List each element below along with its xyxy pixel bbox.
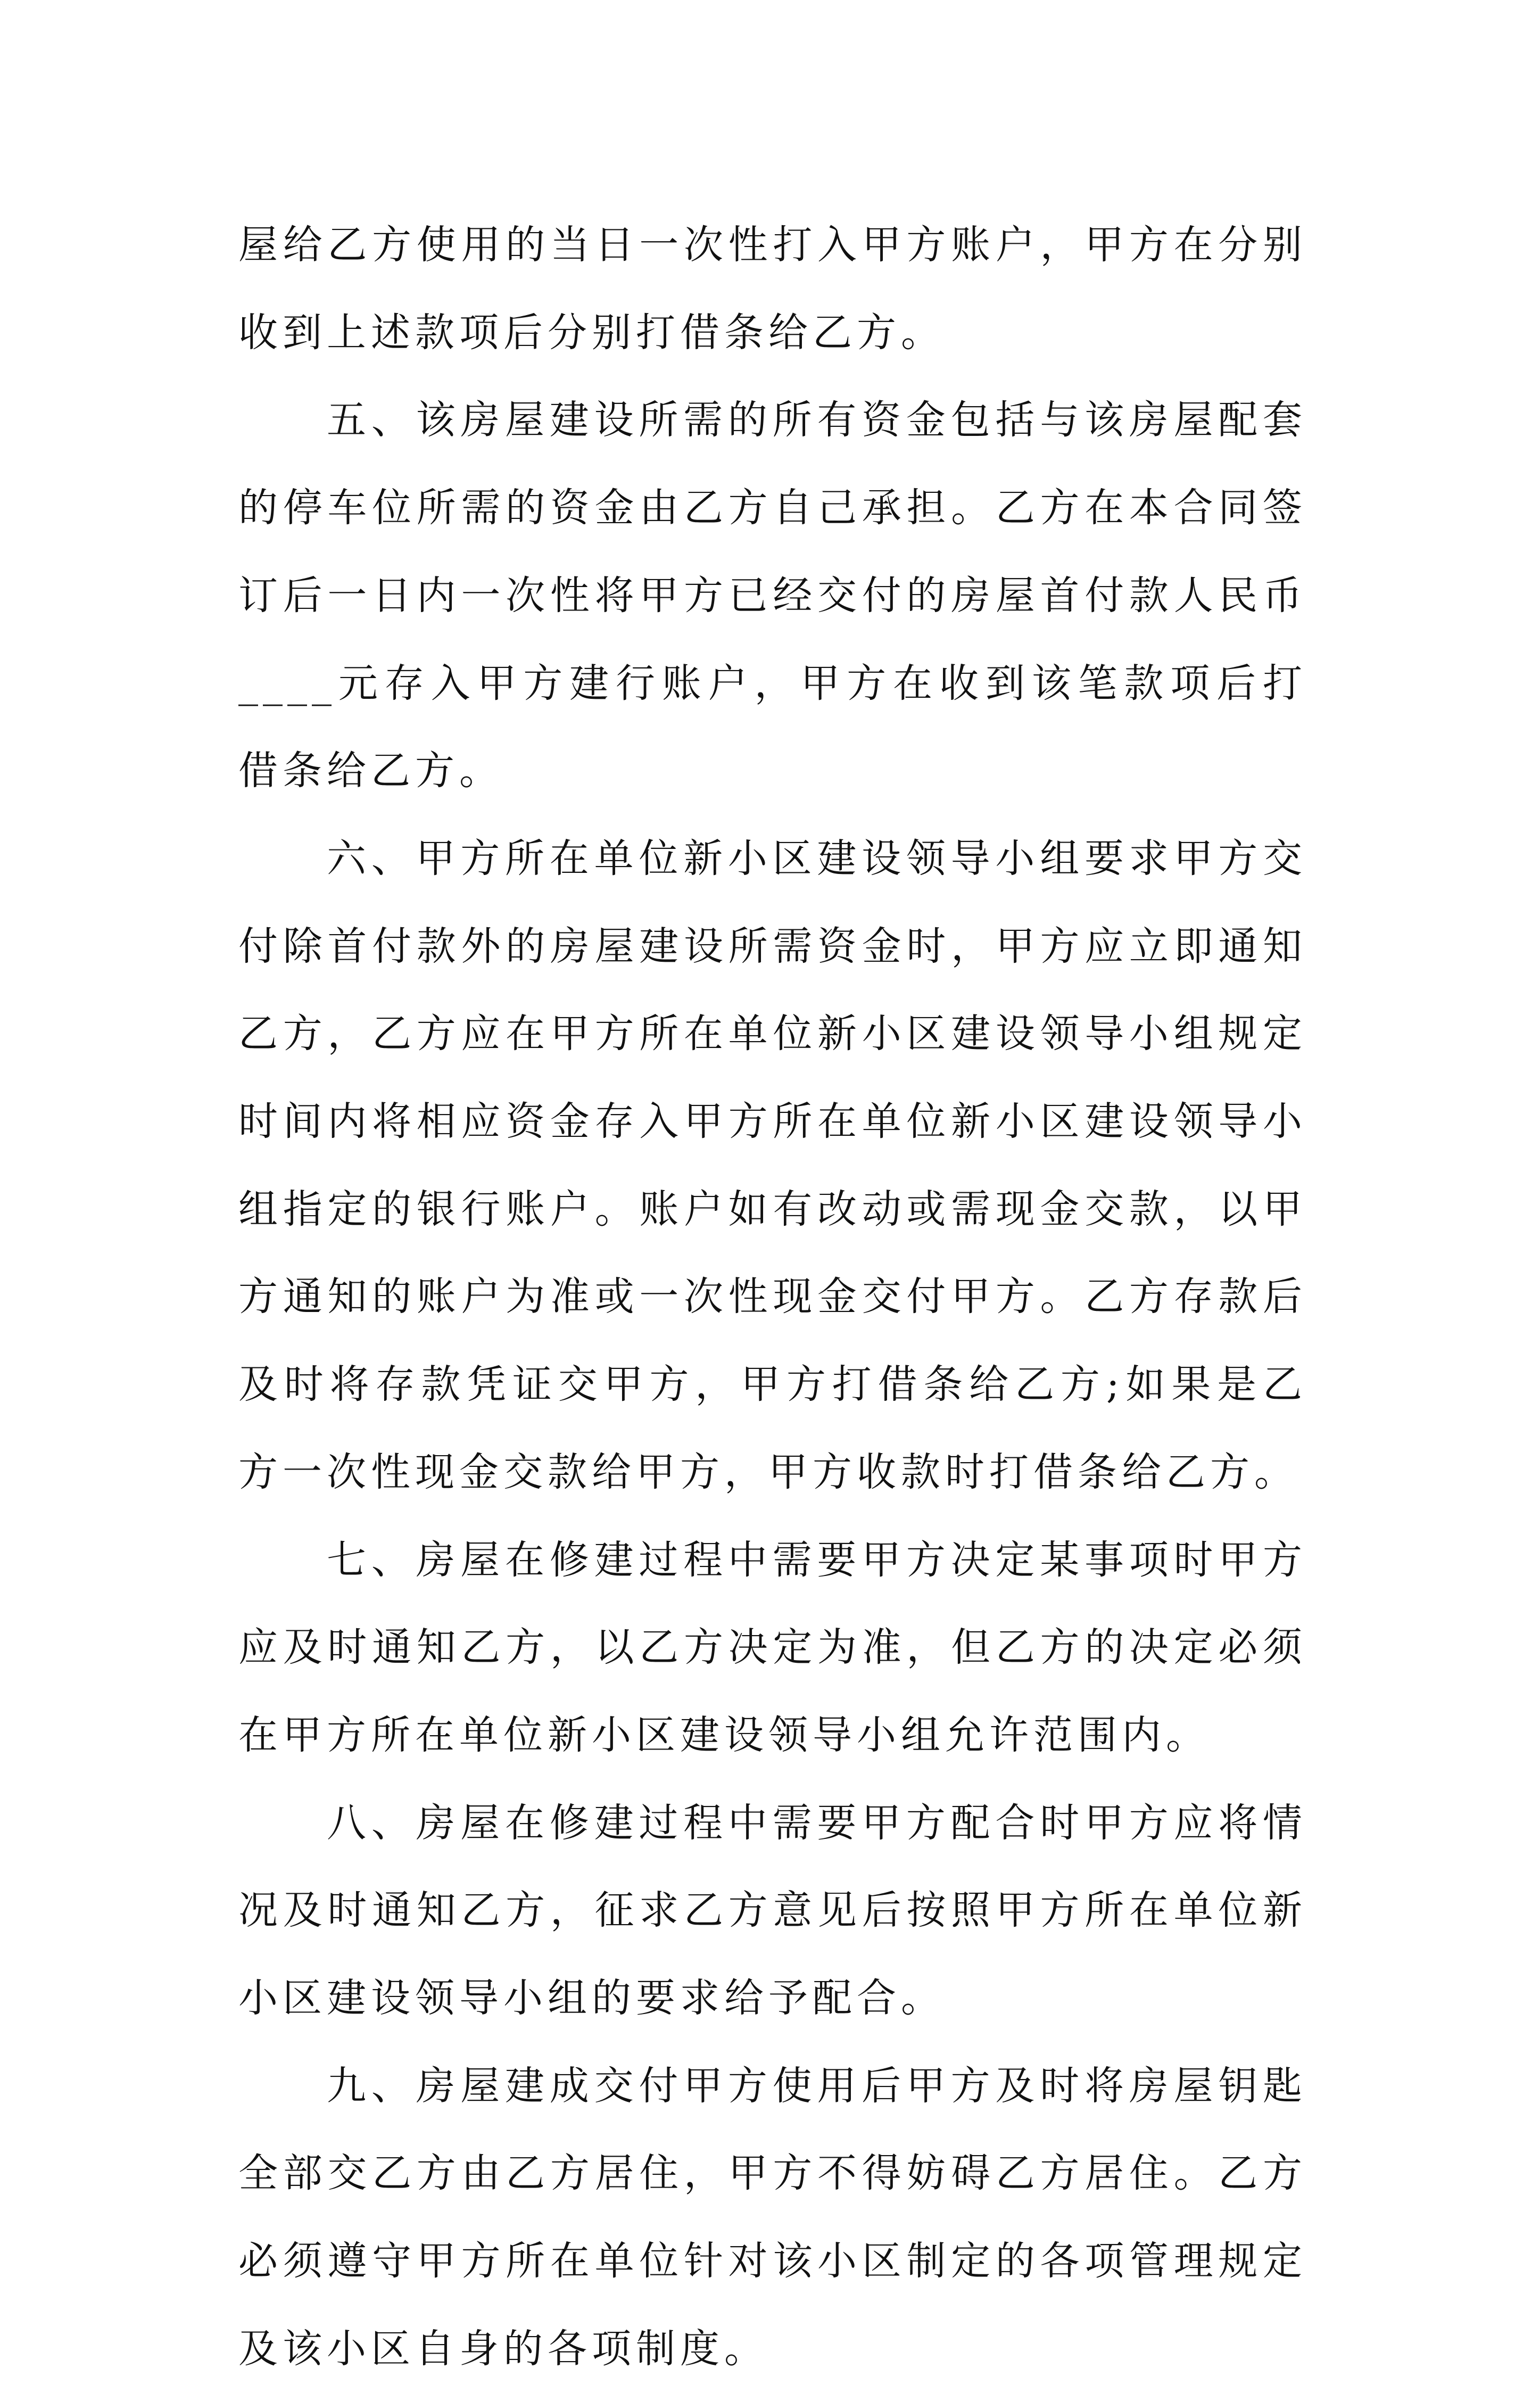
clause-6: 六、甲方所在单位新小区建设领导小组要求甲方交付除首付款外的房屋建设所需资金时，甲方应立即通知乙方，乙方应在甲方所在单位新小区建设领导小组规定时间内将相应资金存入甲方所在单位新小区建设领导小组指定的银行账户。账户如有改动或需现金交款，以甲方通知的账户为准或一次性现金交付甲方。乙方存款后及时将存款凭证交甲方，甲方打借条给乙方;如果是乙方一次性现金交款给甲方，甲方收款时打借条给乙方。 xyxy=(238,835,1307,1495)
clause-5: 五、该房屋建设所需的所有资金包括与该房屋配套的停车位所需的资金由乙方自己承担。乙方在本合同签订后一日内一次性将甲方已经交付的房屋首付款人民币____元存入甲方建行账户，甲方在收到该笔款项后打借条给乙方。 xyxy=(238,397,1307,794)
clause-7: 七、房屋在修建过程中需要甲方决定某事项时甲方应及时通知乙方，以乙方决定为准，但乙方的决定必须在甲方所在单位新小区建设领导小组允许范围内。 xyxy=(238,1537,1307,1758)
clause-8: 八、房屋在修建过程中需要甲方配合时甲方应将情况及时通知乙方，征求乙方意见后按照甲方所在单位新小区建设领导小组的要求给予配合。 xyxy=(238,1800,1307,2021)
contract-body xyxy=(238,201,1307,2393)
clause-9: 九、房屋建成交付甲方使用后甲方及时将房屋钥匙全部交乙方由乙方居住，甲方不得妨碍乙方居住。乙方必须遵守甲方所在单位针对该小区制定的各项管理规定及该小区自身的各项制度。 xyxy=(238,2062,1307,2372)
paragraph-continued: 屋给乙方使用的当日一次性打入甲方账户，甲方在分别收到上述款项后分别打借条给乙方。 xyxy=(238,222,1307,356)
